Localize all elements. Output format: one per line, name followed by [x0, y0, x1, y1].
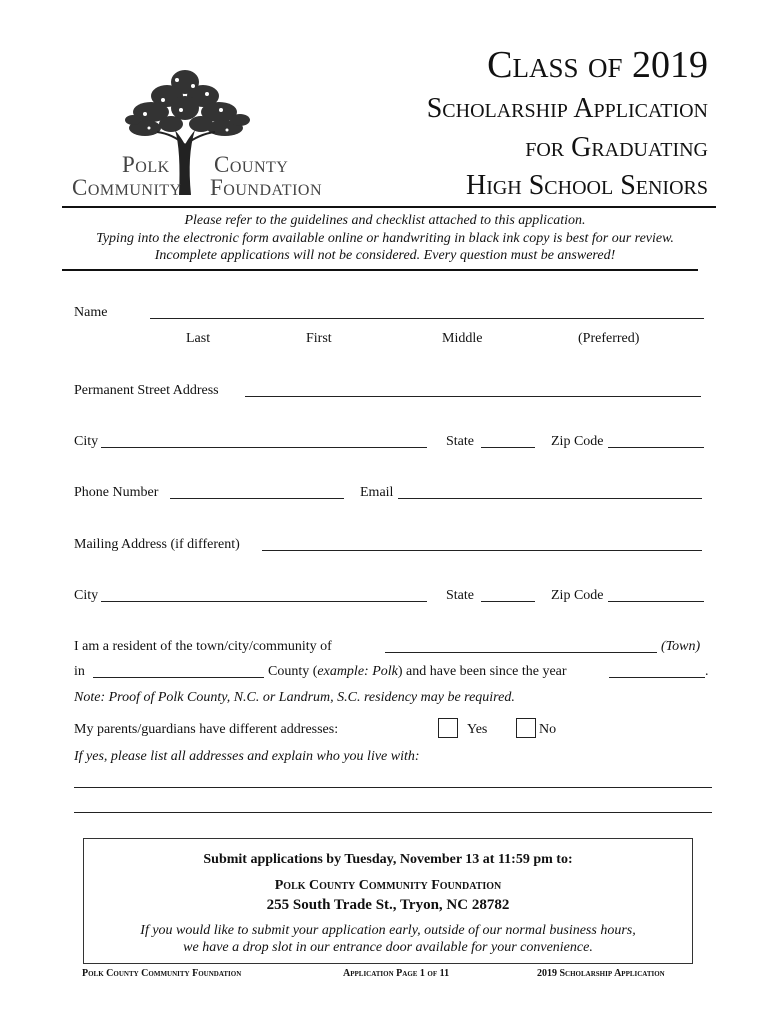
- title-class-of: Class of 2019: [487, 44, 708, 86]
- submit-deadline: Submit applications by Tuesday, November 13 at 11:59 pm to:: [203, 852, 573, 867]
- county-in-label: in: [74, 664, 85, 679]
- name-field[interactable]: [150, 318, 704, 319]
- logo-foundation: Foundation: [210, 175, 323, 200]
- name-preferred-caption: (Preferred): [578, 331, 640, 346]
- logo-polk: Polk: [122, 152, 170, 177]
- submit-early-1: If you would like to submit your application early, outside of our normal business hours,: [140, 923, 636, 938]
- footer-org: Polk County Community Foundation: [82, 968, 242, 979]
- intro-divider: [62, 269, 698, 271]
- phone-field[interactable]: [170, 498, 344, 499]
- submit-address: 255 South Trade St., Tryon, NC 28782: [266, 897, 510, 913]
- parents-label: My parents/guardians have different addresses:: [74, 722, 339, 737]
- state-field[interactable]: [481, 447, 535, 448]
- email-label: Email: [360, 485, 394, 500]
- since-year-field[interactable]: [609, 677, 705, 678]
- permanent-address-field[interactable]: [245, 396, 701, 397]
- residency-note: Note: Proof of Polk County, N.C. or Landrum, S.C. residency may be required.: [74, 690, 515, 705]
- submit-info-box: [83, 838, 693, 964]
- title-for-graduating: for Graduating: [525, 132, 708, 163]
- mailing-address-label: Mailing Address (if different): [74, 537, 240, 552]
- footer-title: 2019 Scholarship Application: [537, 968, 665, 979]
- intro-line-2: Typing into the electronic form available online or handwriting in black ink copy is best for our review.: [96, 231, 674, 246]
- mailing-city-label: City: [74, 588, 99, 603]
- resident-town-field[interactable]: [385, 652, 657, 653]
- if-yes-instruction: If yes, please list all addresses and explain who you live with:: [74, 749, 420, 764]
- mailing-state-field[interactable]: [481, 601, 535, 602]
- since-period: .: [705, 664, 709, 679]
- county-example: example: Polk: [317, 664, 398, 679]
- logo-county: County: [214, 152, 289, 177]
- yes-label: Yes: [467, 722, 488, 737]
- name-last-caption: Last: [186, 331, 211, 346]
- header-divider: [62, 206, 716, 208]
- name-label: Name: [74, 305, 108, 320]
- permanent-address-label: Permanent Street Address: [74, 383, 219, 398]
- submit-org: Polk County Community Foundation: [274, 878, 502, 893]
- submit-early-2: we have a drop slot in our entrance door available for your convenience.: [183, 940, 593, 955]
- name-middle-caption: Middle: [442, 331, 483, 346]
- mailing-state-label: State: [446, 588, 474, 603]
- name-first-caption: First: [306, 331, 332, 346]
- city-field[interactable]: [101, 447, 427, 448]
- explain-line-1[interactable]: [74, 787, 712, 788]
- since-text: ) and have been since the year: [397, 664, 567, 679]
- zip-label: Zip Code: [551, 434, 604, 449]
- mailing-zip-field[interactable]: [608, 601, 704, 602]
- yes-checkbox[interactable]: [438, 718, 458, 738]
- intro-line-3: Incomplete applications will not be considered. Every question must be answered!: [154, 248, 616, 263]
- county-field[interactable]: [93, 677, 264, 678]
- county-sentence: [268, 665, 567, 679]
- county-text: County (: [268, 664, 318, 679]
- resident-label: I am a resident of the town/city/community of: [74, 639, 332, 654]
- intro-line-1: Please refer to the guidelines and checklist attached to this application.: [184, 213, 586, 228]
- title-seniors: High School Seniors: [465, 170, 708, 201]
- phone-label: Phone Number: [74, 485, 159, 500]
- mailing-address-field[interactable]: [262, 550, 702, 551]
- zip-field[interactable]: [608, 447, 704, 448]
- no-checkbox[interactable]: [516, 718, 536, 738]
- city-label: City: [74, 434, 99, 449]
- mailing-zip-label: Zip Code: [551, 588, 604, 603]
- logo-community: Community: [72, 175, 182, 200]
- explain-line-2[interactable]: [74, 812, 712, 813]
- footer-page: Application Page 1 of 11: [343, 968, 450, 979]
- email-field[interactable]: [398, 498, 702, 499]
- mailing-city-field[interactable]: [101, 601, 427, 602]
- town-caption: (Town): [661, 639, 701, 654]
- title-scholarship: Scholarship Application: [426, 93, 708, 124]
- foundation-logo: [70, 60, 340, 200]
- no-label: No: [539, 722, 557, 737]
- state-label: State: [446, 434, 474, 449]
